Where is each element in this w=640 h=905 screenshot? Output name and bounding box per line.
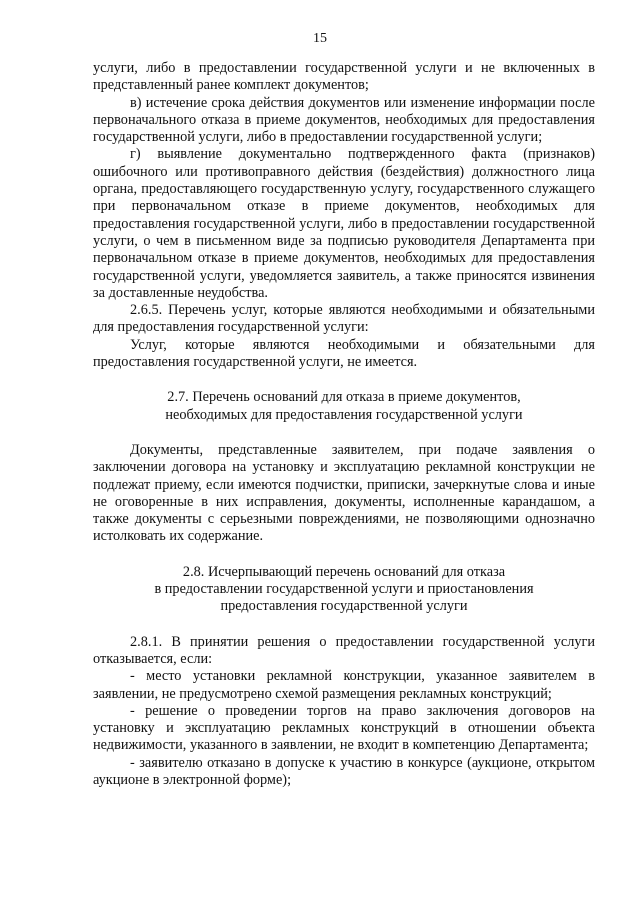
- paragraph-2-8-1: 2.8.1. В принятии решения о предоставлении государственной услуги отказывается, если:: [93, 633, 595, 667]
- paragraph-no-services: Услуг, которые являются необходимыми и обязательными для предоставления государственной услуги, не имеется.: [93, 336, 595, 371]
- section-heading-2-8: [93, 564, 595, 616]
- spacer: [93, 371, 595, 389]
- heading-line: необходимых для предоставления государственной услуги: [165, 406, 523, 423]
- document-body: [93, 60, 595, 789]
- paragraph-2-6-5: 2.6.5. Перечень услуг, которые являются необходимыми и обязательными для предоставления государственной услуги:: [93, 302, 595, 336]
- list-item-location: - место установки рекламной конструкции, указанное заявителем в заявлении, не предусмотрено схемой размещения рекламных конструкций;: [93, 668, 595, 702]
- heading-line: в предоставлении государственной услуги и приостановления: [154, 581, 534, 598]
- heading-line: 2.7. Перечень оснований для отказа в приеме документов,: [167, 389, 521, 406]
- section-heading-2-7: [93, 389, 595, 424]
- list-item-admission-denied: - заявителю отказано в допуске к участию в конкурсе (аукционе, открытом аукционе в электронной форме);: [93, 754, 595, 788]
- paragraph-continuation: услуги, либо в предоставлении государственной услуги и не включенных в представленный ранее комплект документов;: [93, 60, 595, 94]
- paragraph-documents-rejection: Документы, представленные заявителем, при подаче заявления о заключении договора на установку и эксплуатацию рекламной конструкции не подлежат приему, если имеются подчистки, приписки, зачеркнутые слова и иные не оговоренные в них исправления, документы, исполненные карандашом, а также документы с серьезными повреждениями, не позволяющими однозначно истолковать их содержание.: [93, 441, 595, 545]
- list-item-auction-decision: - решение о проведении торгов на право заключения договоров на установку и эксплуатацию рекламных конструкций в отношении объекта недвижимости, указанного в заявлении, не входит в компетенцию Департамента;: [93, 702, 595, 754]
- paragraph-item-g: г) выявление документально подтвержденного факта (признаков) ошибочного или противоправного действия (бездействия) должностного лица органа, предоставляющего государственную услугу, государственного служащего при первоначальном отказе в приеме документов, необходимых для предоставления государственной услуги, либо в предоставлении государственной услуги, о чем в письменном виде за подписью руководителя Департамента при первоначальном отказе в приеме документов, необходимых для предоставления государственной услуги, уведомляется заявитель, а также приносятся извинения за доставленные неудобства.: [93, 146, 595, 301]
- page-number: 15: [313, 31, 327, 46]
- spacer: [93, 616, 595, 634]
- paragraph-item-v: в) истечение срока действия документов или изменение информации после первоначального отказа в приеме документов, необходимых для предоставления государственной услуги, либо в предоставлении государственной услуги;: [93, 94, 595, 146]
- heading-line: предоставления государственной услуги: [220, 598, 468, 615]
- spacer: [93, 546, 595, 564]
- heading-line: 2.8. Исчерпывающий перечень оснований для отказа: [182, 563, 506, 580]
- spacer: [93, 424, 595, 442]
